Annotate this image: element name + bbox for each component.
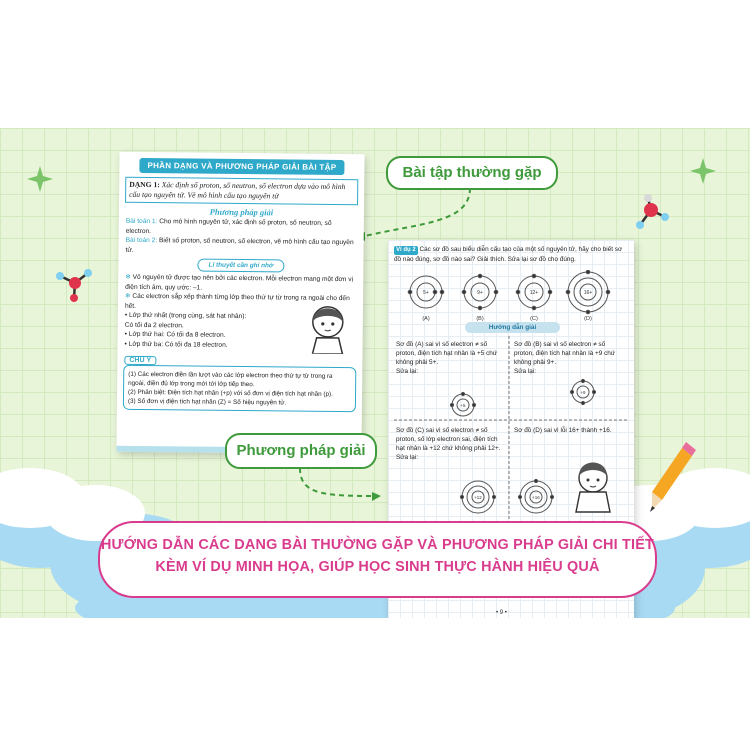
problem-1-text: Cho mô hình nguyên tử, xác định số proton, số neutron, số electron. xyxy=(125,218,332,235)
diagram-label-a: (A) xyxy=(422,316,430,322)
dang-box xyxy=(125,177,358,205)
headline-line-1: HƯỚNG DẪN CÁC DẠNG BÀI THƯỜNG GẶP VÀ PHƯƠNG PHÁP GIẢI CHI TIẾT xyxy=(100,537,655,553)
molecule-icon xyxy=(636,194,669,229)
dang-label: DẠNG 1: xyxy=(129,179,160,190)
method-title: Phương pháp giải xyxy=(209,206,274,218)
nucleus-label-c: 12+ xyxy=(529,290,539,296)
problem-2 xyxy=(125,236,356,257)
problem-2-label: Bài toán 2: xyxy=(125,236,158,245)
left-book-page xyxy=(116,152,364,455)
page-number: • 9 • xyxy=(496,610,507,616)
fix-nucleus-a: +5 xyxy=(460,403,466,408)
layer-2: • Lớp thứ hai: Có tối đa 8 electron. xyxy=(124,330,226,339)
fix-nucleus-d: +16 xyxy=(532,495,540,500)
diagram-label-d: (D) xyxy=(584,316,592,322)
arrow-head-icon xyxy=(372,492,381,501)
guide-pill: Hướng dẫn giải xyxy=(465,322,560,333)
snowflake-icon: ❄ xyxy=(125,292,131,300)
headline-banner xyxy=(98,521,657,598)
answer-d-text: Sơ đồ (D) sai vì lỗi 16+ thành +16. xyxy=(514,427,612,434)
answer-a-text: Sơ đồ (A) sai vì số electron ≠ số proton, điện tích hạt nhân là +5 chứ không phải 5+. xyxy=(396,341,498,366)
fix-nucleus-c: +12 xyxy=(474,495,482,500)
problem-1-label: Bài toán 1: xyxy=(125,217,158,226)
theory-pill: Lí thuyết cần ghi nhớ xyxy=(197,259,284,273)
snowflake-icon: ❄ xyxy=(125,273,131,281)
answer-c-text: Sơ đồ (C) sai vì số electron ≠ số proton, số lớp electron sai, điện tích hạt nhân là +12 chứ không phải 12+. xyxy=(396,427,501,452)
callout-common-exercises: Bài tập thường gặp xyxy=(386,156,558,190)
dang-text: Xác định số proton, số neutron, số electron dựa vào mô hình cấu tạo nguyên tử. Vẽ mô hình cấu tạo nguyên tử xyxy=(129,180,346,201)
fix-nucleus-b: +9 xyxy=(580,390,586,395)
cartoon-student-illustration xyxy=(576,463,610,513)
fix-label-a: Sửa lại: xyxy=(396,368,419,375)
theory-2-text: Các electron sắp xếp thành từng lớp theo thứ tự từ trong ra ngoài cho đến hết. xyxy=(124,292,350,310)
note-box xyxy=(123,365,356,412)
cartoon-girl-illustration xyxy=(302,302,353,355)
diagram-label-c: (C) xyxy=(530,316,538,322)
example-tag: Ví dụ 2 xyxy=(396,247,416,253)
headline-line-2: KÈM VÍ DỤ MINH HỌA, GIÚP HỌC SINH THỰC HÀNH HIỆU QUẢ xyxy=(155,559,600,575)
fix-label-b: Sửa lại: xyxy=(514,368,537,375)
diagram-label-b: (B) xyxy=(476,316,484,322)
note-3: (3) Số đơn vị điện tích hạt nhân (Z) = Số hiệu nguyên tử. xyxy=(127,397,287,407)
note-1: (1) Các electron điền lần lượt vào các lớp electron theo thứ tự từ trong ra ngoài, điền đủ lớp trong mới tới lớp tiếp theo. xyxy=(128,370,333,389)
theory-1 xyxy=(125,273,356,294)
molecule-icon xyxy=(56,269,92,302)
theory-1-text: Vỏ nguyên tử được tạo nên bởi các electron. Mỗi electron mang một đơn vị điện tích âm, quy ước: –1. xyxy=(125,273,354,292)
nucleus-label-b: 9+ xyxy=(477,290,483,296)
note-2: (2) Phân biệt: Điện tích hạt nhân (+p) với số đơn vị điện tích hạt nhân (p). xyxy=(128,388,333,398)
nucleus-label-a: 5+ xyxy=(423,290,429,296)
layer-intro: • Lớp thứ nhất (trong cùng, sát hạt nhân): xyxy=(124,311,247,321)
promo-banner xyxy=(0,128,750,618)
example-text: Các sơ đồ sau biểu diễn cấu tạo của một số nguyên tử, hãy cho biết sơ đồ nào đúng, sơ đồ nào sai? Giải thích. Sửa lại sơ đồ cho đúng. xyxy=(394,246,623,263)
problem-2-text: Biết số proton, số neutron, số electron, vẽ mô hình cấu tạo nguyên tử. xyxy=(125,237,354,254)
section-header: PHẦN DẠNG VÀ PHƯƠNG PHÁP GIẢI BÀI TẬP xyxy=(139,158,344,175)
nucleus-label-d: 16+ xyxy=(583,290,593,296)
note-label: CHÚ Ý xyxy=(124,356,156,365)
layer-3: • Lớp thứ ba: Có tối đa 18 electron. xyxy=(124,340,228,349)
problem-1 xyxy=(126,217,357,238)
layer-1: Có tối đa 2 electron. xyxy=(124,321,184,329)
callout-solving-method: Phương pháp giải xyxy=(225,433,377,469)
answer-b-text: Sơ đồ (B) sai vì số electron ≠ số proton, điện tích hạt nhân là +9 chứ không phải 9+. xyxy=(514,341,616,366)
fix-label-c: Sửa lại: xyxy=(396,454,419,461)
